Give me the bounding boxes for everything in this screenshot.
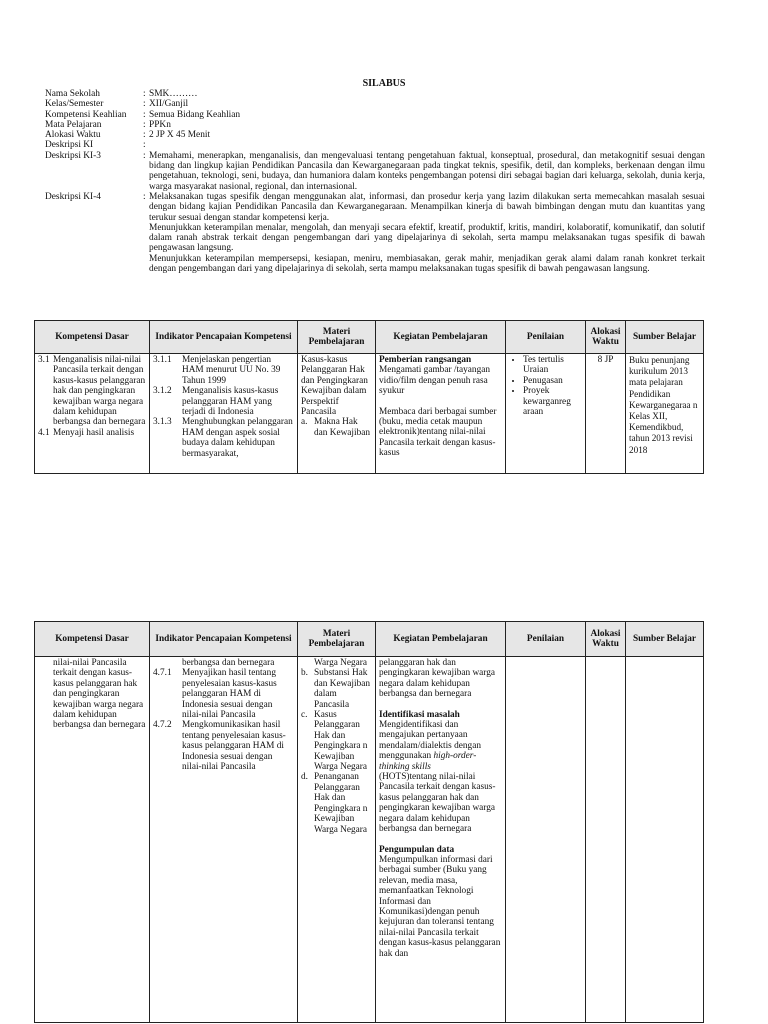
indicator-item: 4.7.1 Menyajikan hasil tentang penyelesaian kasus-kasus pelanggaran HAM di Indonesia sesuai dengan nilai-nilai Pancasila — [153, 668, 277, 721]
meta-label: Mata Pelajaran — [45, 119, 102, 130]
materi-item: b. Substansi Hak dan Kewajiban dalam Pancasila — [301, 668, 371, 710]
meta-value: SMK……… — [149, 89, 198, 99]
header-indikator: Indikator Pencapaian Kompetensi — [150, 321, 298, 354]
syllabus-meta — [45, 89, 705, 274]
meta-label: Deskripsi KI — [45, 140, 94, 151]
meta-row — [45, 151, 705, 192]
cell-indikator — [150, 657, 298, 1023]
kegiatan-paragraph: Mengumpulkan informasi dari berbagai sumber (Buku yang relevan, media masa, memanfaatkan Teknologi Informasi dan Komunikasi)dengan penuh kejujuran dan toleransi tentang nilai-nilai Pancasila terkait dengan kasus-kasus pelanggaran hak dan — [379, 854, 501, 959]
indicator-item: 3.1.2 Menganalisis kasus-kasus pelanggaran HAM yang terjadi di Indonesia — [153, 386, 279, 418]
meta-row — [45, 120, 705, 130]
kd-item: 3.1 Menganalisis nilai-nilai Pancasila terkait dengan kasus-kasus pelanggaran hak dan pengingkaran kewajiban warga negara dalam kehidupan berbangsa dan bernegara — [38, 355, 146, 428]
header-penilaian: Penilaian — [506, 321, 586, 354]
cell-penilaian — [506, 354, 586, 474]
cell-penilaian — [506, 657, 586, 1023]
meta-value: 2 JP X 45 Menit — [149, 130, 211, 141]
meta-separator: : — [143, 130, 146, 141]
kegiatan-paragraph: Membaca dari berbagai sumber (buku, media cetak maupun elektronik)tentang nilai-nilai Pancasila terkait dengan kasus-kasus — [379, 406, 497, 459]
meta-row — [45, 192, 705, 274]
cell-kompetensi-dasar — [35, 354, 150, 474]
indicator-item: 3.1.1 Menjelaskan pengertian HAM menurut UU No. 39 Tahun 1999 — [153, 355, 281, 386]
cell-kompetensi-dasar: nilai-nilai Pancasila terkait dengan kasus-kasus pelanggaran hak dan pengingkaran kewajiban warga negara dalam kehidupan berbangsa dan bernegara — [35, 657, 150, 1023]
meta-extra-paragraph: Menunjukkan keterampilan mempersepsi, kesiapan, meniru, membiasakan, gerak mahir, menjadikan gerak alami dalam ranah konkret terkait dengan pengembangan dari yang dipelajarinya di sekolah, serta mampu melaksanakan tugas spesifik di bawah pengawasan langsung. — [149, 253, 705, 275]
syllabus-table-1 — [34, 320, 704, 474]
header-alokasi: Alokasi Waktu — [586, 622, 626, 657]
meta-row — [45, 89, 705, 99]
meta-value: Memahami, menerapkan, menganalisis, dan mengevaluasi tentang pengetahuan faktual, konseptual, prosedural, dan metakognitif sesuai dengan bidang dan lingkup kajian Pendidikan Pancasila dan Kewarganegaraan pada tingkat teknis, spesifik, detil, dan kompleks, berkenaan dengan ilmu pengetahuan, teknologi, seni, budaya, dan humaniora dalam konteks pengembangan potensi diri sebagai bagian dari keluarga, sekolah, dunia kerja, warga masyarakat nasional, regional, dan internasional. — [149, 150, 705, 192]
meta-row — [45, 130, 705, 140]
indicator-item: 4.7.2 Mengkomunikasikan hasil tentang penyelesaian kasus-kasus pelanggaran HAM di Indonesia sesuai dengan nilai-nilai Pancasila — [153, 720, 286, 773]
cell-sumber — [626, 657, 704, 1023]
indicator-item: 3.1.3 Menghubungkan pelanggaran HAM dengan aspek sosial budaya dalam kehidupan bermasyarakat, — [153, 417, 293, 459]
header-sumber: Sumber Belajar — [626, 321, 704, 354]
kegiatan-paragraph: Mengamati gambar /tayangan vidio/film dengan penuh rasa syukur — [379, 365, 491, 397]
meta-separator: : — [143, 191, 146, 202]
meta-separator: : — [143, 150, 146, 161]
meta-row — [45, 140, 705, 150]
header-alokasi: Alokasi Waktu — [586, 321, 626, 354]
header-kompetensi-dasar: Kompetensi Dasar — [35, 321, 150, 354]
cell-materi — [298, 354, 376, 474]
meta-separator: : — [143, 119, 146, 130]
penilaian-item: • Proyek kewarganreg araan — [523, 386, 582, 417]
meta-label: Kelas/Semester — [45, 99, 104, 110]
indicator-continuation: berbangsa dan bernegara — [182, 658, 275, 668]
materi-item: c. Kasus Pelanggaran Hak dan Pengingkara n Kewajiban Warga Negara — [301, 710, 368, 773]
kegiatan-heading: Pengumpulan data — [379, 844, 455, 855]
meta-separator: : — [143, 109, 146, 120]
header-indikator: Indikator Pencapaian Kompetensi — [150, 622, 298, 657]
cell-indikator — [150, 354, 298, 474]
meta-value: PPKn — [149, 119, 171, 130]
header-penilaian: Penilaian — [506, 622, 586, 657]
kegiatan-heading: Identifikasi masalah — [379, 709, 460, 720]
materi-item: d. Penanganan Pelanggaran Hak dan Pengingkara n Kewajiban Warga Negara — [301, 772, 368, 835]
table-header-row — [35, 321, 704, 354]
header-materi: Materi Pembelajaran — [298, 321, 376, 354]
meta-label: Deskripsi KI-4 — [45, 191, 101, 202]
syllabus-table-2 — [34, 621, 704, 1023]
header-sumber: Sumber Belajar — [626, 622, 704, 657]
page-gap — [0, 478, 768, 600]
cell-kegiatan — [376, 354, 506, 474]
meta-label: Deskripsi KI-3 — [45, 150, 101, 161]
table-row — [35, 354, 704, 474]
header-kegiatan: Kegiatan Pembelajaran — [376, 321, 506, 354]
meta-row — [45, 110, 705, 120]
kd-item: 4.1 Menyaji hasil analisis — [38, 427, 135, 438]
meta-label: Kompetensi Keahlian — [45, 109, 127, 120]
cell-alokasi — [586, 657, 626, 1023]
meta-row — [45, 99, 705, 109]
meta-value: XII/Ganjil — [149, 99, 189, 110]
penilaian-item: • Tes tertulis Uraian — [523, 355, 582, 376]
kegiatan-heading: Pemberian rangsangan — [379, 355, 472, 365]
meta-extra-paragraph: Menunjukkan keterampilan menalar, mengolah, dan menyaji secara efektif, kreatif, produktif, kritis, mandiri, kolaboratif, komunikatif, dan solutif dalam ranah abstrak terkait dengan pengembangan dari yang dipelajarinya di sekolah, serta mampu melaksanakan tugas spesifik di bawah pengawasan langsung. — [149, 222, 705, 254]
cell-kegiatan — [376, 657, 506, 1023]
header-materi: Materi Pembelajaran — [298, 622, 376, 657]
materi-item: a. Makna Hak dan Kewajiban — [301, 417, 371, 438]
table-row — [35, 657, 704, 1023]
meta-value: Melaksanakan tugas spesifik dengan menggunakan alat, informasi, dan prosedur kerja yang lazim dilakukan serta memecahkan masalah sesuai dengan bidang kajian Pendidikan Pancasila dan Kewarganegaraan. Menampilkan kinerja di bawah bimbingan dengan mutu dan kuantitas yang terukur sesuai dengan standar kompetensi kerja. Menunjukkan keterampilan menalar, mengolah, dan menyaji secara efektif, kreatif, produktif, kritis, mandiri, kolaboratif, komunikatif, dan solutif dalam ranah abstrak terkait dengan pengembangan dari yang dipelajarinya di sekolah, serta mampu melaksanakan tugas spesifik di bawah pengawasan langsung. Menunjukkan keterampilan mempersepsi, kesiapan, meniru, membiasakan, gerak mahir, menjadikan gerak alami dalam ranah konkret terkait dengan pengembangan dari yang dipelajarinya di sekolah, serta mampu melaksanakan tugas spesifik di bawah pengawasan langsung. — [149, 191, 705, 275]
meta-separator: : — [143, 140, 146, 151]
penilaian-item: • Penugasan — [523, 376, 582, 386]
meta-separator: : — [143, 99, 146, 110]
meta-separator: : — [143, 89, 146, 99]
meta-value — [149, 140, 705, 150]
header-kegiatan: Kegiatan Pembelajaran — [376, 622, 506, 657]
kegiatan-paragraph: Mengidentifikasi dan mengajukan pertanyaan mendalam/dialektis dengan menggunakan high-order-thinking skills (HOTS)tentang nilai-nilai Pancasila terkait dengan kasus-kasus pelanggaran hak dan pengingkaran kewajiban warga negara dalam kehidupan berbangsa dan bernegara — [379, 720, 496, 835]
meta-value: Semua Bidang Keahlian — [149, 109, 241, 120]
table-header-row — [35, 622, 704, 657]
materi-continuation: Warga Negara — [314, 658, 368, 668]
materi-intro: Kasus-kasus Pelanggaran Hak dan Pengingkaran Kewajiban dalam Perspektif Pancasila — [301, 355, 368, 418]
cell-sumber: Buku penunjang kurikulum 2013 mata pelajaran Pendidikan Kewarganegaraa n Kelas XII, Kemendikbud, tahun 2013 revisi 2018 — [626, 354, 704, 474]
cell-alokasi: 8 JP — [586, 354, 626, 474]
meta-label: Alokasi Waktu — [45, 130, 101, 141]
kegiatan-paragraph: pelanggaran hak dan pengingkaran kewajiban warga negara dalam kehidupan berbangsa dan bernegara — [379, 658, 495, 700]
document-title: SILABUS — [362, 78, 406, 89]
meta-label: Nama Sekolah — [45, 89, 100, 99]
header-kompetensi-dasar: Kompetensi Dasar — [35, 622, 150, 657]
cell-materi — [298, 657, 376, 1023]
